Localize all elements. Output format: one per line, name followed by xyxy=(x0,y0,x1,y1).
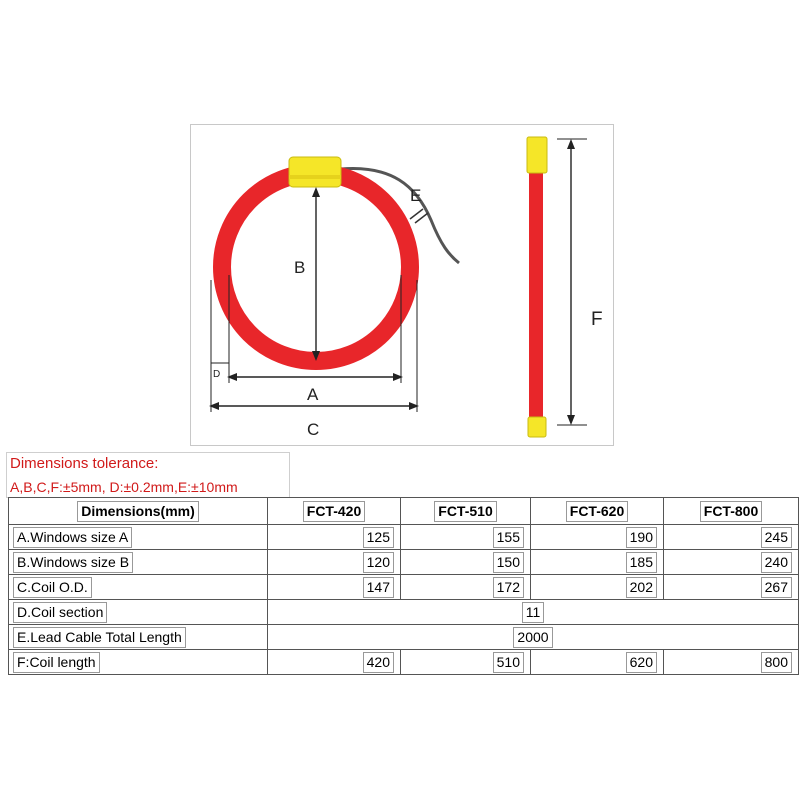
cell-value: 125 xyxy=(363,527,394,548)
row-label: C.Coil O.D. xyxy=(13,577,92,598)
cell-value: 120 xyxy=(363,552,394,573)
cell-value: 190 xyxy=(626,527,657,548)
table-row xyxy=(9,525,799,550)
shared-value: 2000 xyxy=(513,627,552,648)
table-header-row xyxy=(9,498,799,525)
side-connector-top xyxy=(527,137,547,173)
cell-value: 202 xyxy=(626,577,657,598)
row-label: A.Windows size A xyxy=(13,527,132,548)
tolerance-title: Dimensions tolerance: xyxy=(10,455,159,472)
model-fct-420: FCT-420 xyxy=(303,501,365,522)
label-a: A xyxy=(307,385,319,404)
cell-value: 267 xyxy=(761,577,792,598)
table-row xyxy=(9,650,799,675)
label-e: E xyxy=(410,186,422,205)
cell-value: 147 xyxy=(363,577,394,598)
row-label: E.Lead Cable Total Length xyxy=(13,627,186,648)
label-f: F xyxy=(591,309,603,330)
tolerance-note xyxy=(6,452,290,498)
row-label: B.Windows size B xyxy=(13,552,133,573)
shared-value: 11 xyxy=(522,602,545,623)
cell-value: 510 xyxy=(493,652,524,673)
cell-value: 620 xyxy=(626,652,657,673)
dimensions-header: Dimensions(mm) xyxy=(77,501,199,522)
table-row xyxy=(9,575,799,600)
model-fct-620: FCT-620 xyxy=(566,501,628,522)
coil-connector xyxy=(289,157,341,187)
cell-value: 245 xyxy=(761,527,792,548)
cell-value: 155 xyxy=(493,527,524,548)
table-row xyxy=(9,550,799,575)
cell-value: 240 xyxy=(761,552,792,573)
label-b: B xyxy=(294,258,306,277)
dimensions-table xyxy=(8,497,799,675)
coil-dimension-diagram xyxy=(190,124,614,446)
cell-value: 172 xyxy=(493,577,524,598)
coil-side-view xyxy=(529,173,543,418)
side-connector-bottom xyxy=(528,417,546,437)
table-row xyxy=(9,600,799,625)
cell-value: 420 xyxy=(363,652,394,673)
cell-value: 150 xyxy=(493,552,524,573)
label-d: D xyxy=(213,369,221,380)
cell-value: 185 xyxy=(626,552,657,573)
model-fct-510: FCT-510 xyxy=(434,501,496,522)
model-fct-800: FCT-800 xyxy=(700,501,762,522)
tolerance-values: A,B,C,F:±5mm, D:±0.2mm,E:±10mm xyxy=(10,479,238,495)
table-row xyxy=(9,625,799,650)
row-label: F:Coil length xyxy=(13,652,100,673)
coil-drawing xyxy=(191,125,615,447)
label-c: C xyxy=(307,420,320,439)
cell-value: 800 xyxy=(761,652,792,673)
row-label: D.Coil section xyxy=(13,602,107,623)
